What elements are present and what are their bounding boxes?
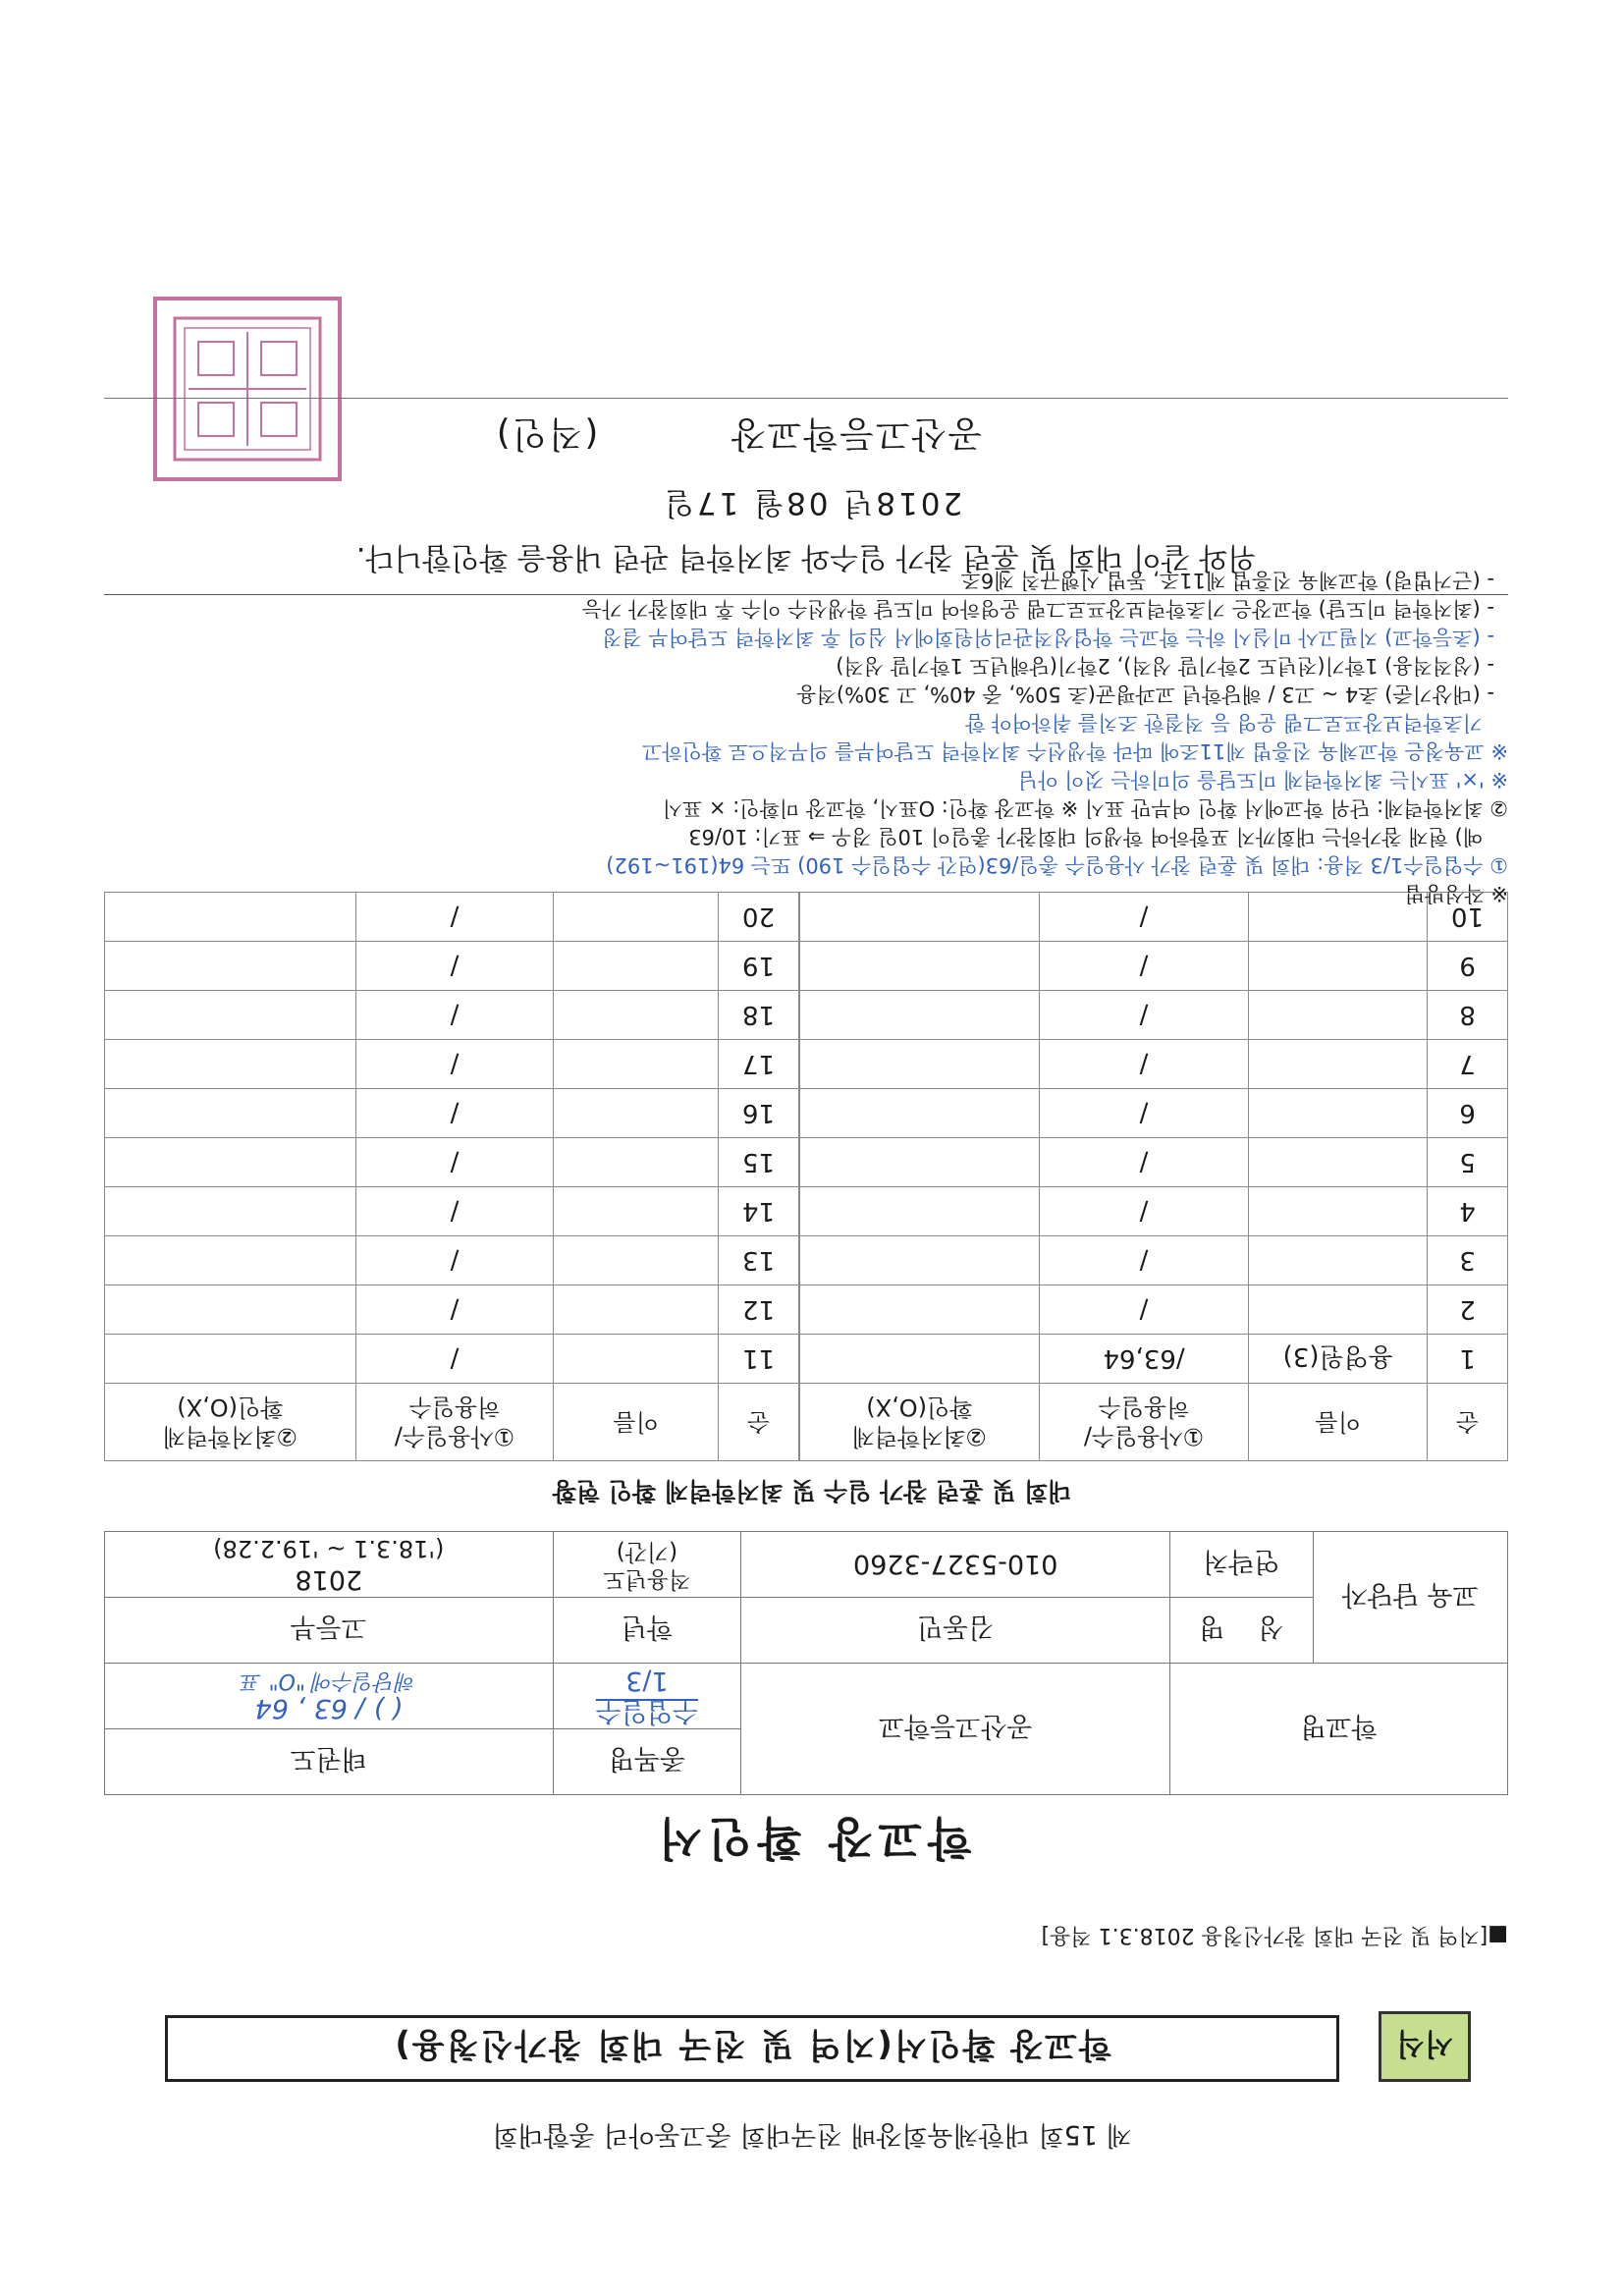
- note-elementary: - (초등학교) 지필고사 미실시 하는 학교는 학업성적관리위원회에서 심의 후 최저학력 도달여부 결정: [602, 626, 1494, 649]
- cell-name: [1249, 1285, 1428, 1335]
- cell-name: [554, 1089, 719, 1138]
- cell-no: 11: [719, 1335, 799, 1384]
- class-days-value: 1/3: [625, 1666, 669, 1696]
- cell-name: 용영원(3): [1249, 1335, 1428, 1384]
- table-row: [800, 1335, 1508, 1384]
- teacher-label: 교육 담당자: [1313, 1532, 1507, 1664]
- cell-no: 1: [1428, 1335, 1508, 1384]
- cell-name: [1249, 942, 1428, 991]
- table-row: [800, 942, 1508, 991]
- cell-days: /: [355, 1138, 554, 1187]
- cell-check: [105, 1285, 356, 1335]
- cell-no: 4: [1428, 1187, 1508, 1236]
- table-row: [105, 1138, 799, 1187]
- form-header: [100, 2015, 1485, 2082]
- cell-check: [105, 1040, 356, 1089]
- grid-right-body: [105, 893, 799, 1384]
- table-row: [105, 991, 799, 1040]
- cell-no: 16: [719, 1089, 799, 1138]
- note-class-days: ① 수업일수1/3 적용: 대회 및 훈련 참가 사용일수 총일/63(연간 수업일수 190) 또는 64(191~192): [606, 853, 1508, 877]
- grid-left-col-days: ①사용일수/ 허용일수: [1039, 1384, 1249, 1461]
- school-year-label: 적용년도 (기간): [553, 1532, 741, 1598]
- sport-value: 태권도: [105, 1729, 554, 1795]
- cell-check: [105, 1138, 356, 1187]
- table-row: [105, 1285, 799, 1335]
- note-education-office-cont: 기초학력보장프로그램 운영 등 적절한 조치를 취하여야 함: [965, 711, 1483, 735]
- cell-name: [1249, 1138, 1428, 1187]
- principal-name: 공산고등학교장: [729, 413, 983, 454]
- cell-no: 18: [719, 991, 799, 1040]
- instructions: [104, 566, 1508, 907]
- name-value: 김동민: [741, 1598, 1170, 1664]
- cell-name: [1249, 1236, 1428, 1285]
- school-label: 학교명: [1170, 1664, 1508, 1795]
- cell-check: [800, 1236, 1040, 1285]
- section-title: 대회 및 훈련 참가 일수 및 최저학력제 확인 현황: [552, 1477, 1072, 1505]
- table-row: [800, 991, 1508, 1040]
- cell-name: [1249, 1089, 1428, 1138]
- official-seal-stamp: [153, 297, 342, 481]
- class-days-hint: 해당일수에 "O" 표: [241, 1668, 417, 1694]
- note-class-days-example: 예) 현재 참가하는 대회까지 포함하여 학생의 대회참가 총일이 10일 경우 ⇒ 표기: 10/63: [688, 825, 1483, 848]
- cell-no: 3: [1428, 1236, 1508, 1285]
- cell-no: 8: [1428, 991, 1508, 1040]
- contact-value: 010-5327-3260: [741, 1532, 1170, 1598]
- cell-no: 6: [1428, 1089, 1508, 1138]
- grade-label: 학년: [553, 1598, 741, 1664]
- contact-label: 연락처: [1170, 1532, 1314, 1598]
- seal-mark: (직인): [494, 413, 599, 454]
- note-grade-period: - (성적적용) 1학기(전년도 2학기말 성적), 2학기(당해년도 1학기말 성적): [836, 654, 1494, 678]
- grid-right-col-no: 순: [719, 1384, 799, 1461]
- form-title: 학교장 확인서(지역 및 전국 대회 참가신청용): [165, 2015, 1339, 2082]
- cell-check: [800, 1187, 1040, 1236]
- cell-check: [105, 1187, 356, 1236]
- cell-days: /: [355, 893, 554, 942]
- class-days-ratio-cell: [105, 1664, 554, 1729]
- issue-date: 2018년 08월 17일: [661, 485, 963, 520]
- cell-no: 2: [1428, 1285, 1508, 1335]
- cell-check: [800, 942, 1040, 991]
- cell-name: [554, 991, 719, 1040]
- table-row: [105, 1236, 799, 1285]
- table-row: [800, 1285, 1508, 1335]
- table-row: [800, 1089, 1508, 1138]
- cell-days: /: [355, 1040, 554, 1089]
- grid-right-col-days: ①사용일수/ 허용일수: [355, 1384, 554, 1461]
- cell-no: 13: [719, 1236, 799, 1285]
- cell-days: /: [1039, 942, 1249, 991]
- table-row: [105, 1187, 799, 1236]
- cell-check: [800, 1285, 1040, 1335]
- cell-days: /: [1039, 1138, 1249, 1187]
- note-criteria: - (대상기준) 초4 ~ 고3 / 해당학년 교과평균(초 50%, 중 40%, 고 30%)적용: [796, 683, 1494, 706]
- note-not-reached: - (최저학력 미도달) 학교장은 기초학력보장프로그램 운영하여 미도달 학생선수 이수 후 대회참가 가능: [581, 597, 1494, 621]
- cell-no: 14: [719, 1187, 799, 1236]
- grid-right-table: [104, 892, 799, 1461]
- school-year-cell: [105, 1532, 554, 1598]
- cell-days: /: [355, 1285, 554, 1335]
- cell-check: [800, 1089, 1040, 1138]
- grid-right-col-check: ②최저학력제 확인(O,X): [105, 1384, 356, 1461]
- cell-days: /: [1039, 1089, 1249, 1138]
- class-days-label: 수업일수: [595, 1696, 699, 1727]
- annex-tag: 서식: [1379, 2011, 1471, 2082]
- cell-days: /: [1039, 1236, 1249, 1285]
- cell-check: [800, 1138, 1040, 1187]
- note-education-office: ※ 교육청은 학교체육 진흥법 제11조에 따라 학생선수 최저학력 도달여부를 의무적으로 확인하고: [642, 739, 1508, 763]
- cell-name: [554, 1138, 719, 1187]
- cell-days: /: [1039, 1040, 1249, 1089]
- cell-days: /: [355, 1335, 554, 1384]
- cell-no: 10: [1428, 893, 1508, 942]
- note-x-meaning: ※ '×' 표시는 최저학력제 미도달을 의미하는 것이 아님: [1017, 768, 1508, 792]
- cell-check: [105, 1335, 356, 1384]
- cell-days: /: [355, 1089, 554, 1138]
- school-year-period: ('18.3.1 ~ '19.2.28): [213, 1535, 445, 1563]
- participation-grid: [104, 892, 1508, 1461]
- cell-days: /: [1039, 1187, 1249, 1236]
- cell-no: 9: [1428, 942, 1508, 991]
- cell-check: [800, 1040, 1040, 1089]
- cell-no: 17: [719, 1040, 799, 1089]
- sport-label: 종목명: [553, 1729, 741, 1795]
- seal-pattern: [169, 312, 326, 465]
- name-label: 성 명: [1170, 1598, 1314, 1664]
- cell-name: [554, 1236, 719, 1285]
- class-days-ratio: ( ) / 63 , 64: [254, 1693, 403, 1724]
- note-min-academic: ② 최저학력제: 단위 학교에서 확인 여부만 표시 ※ 학교장 확인: O표시, 학교장 미확인: × 표시: [662, 796, 1508, 820]
- cell-days: /: [1039, 991, 1249, 1040]
- event-title: 제 15회 대한체육회장배 전국대회 중고동아리 종합대회: [492, 2119, 1132, 2150]
- grid-left-body: [800, 893, 1508, 1384]
- school-value: 공산고등학교: [741, 1664, 1170, 1795]
- table-row: [800, 1138, 1508, 1187]
- cell-no: 20: [719, 893, 799, 942]
- cell-no: 12: [719, 1285, 799, 1335]
- cell-no: 7: [1428, 1040, 1508, 1089]
- confirmation-statement: 위와 같이 대회 및 훈련 참가 일수와 최저학력 관련 내용을 확인합니다.: [104, 539, 1508, 595]
- apply-note: ■[지역 및 전국 대회 참가신청용 2018.3.1 적용]: [1041, 1923, 1508, 1947]
- note-legal-basis: - (근거법령) 학교체육 진흥법 제11조, 동법 시행규칙 제6조: [960, 569, 1494, 592]
- cell-no: 19: [719, 942, 799, 991]
- table-row: [105, 1089, 799, 1138]
- cell-no: 5: [1428, 1138, 1508, 1187]
- cell-days: /63,64: [1039, 1335, 1249, 1384]
- cell-name: [554, 1335, 719, 1384]
- info-table: [104, 1531, 1508, 1795]
- cell-name: [1249, 991, 1428, 1040]
- cell-name: [1249, 1040, 1428, 1089]
- table-row: [800, 1236, 1508, 1285]
- table-row: [800, 1040, 1508, 1089]
- cell-no: 15: [719, 1138, 799, 1187]
- table-row: [105, 1040, 799, 1089]
- cell-name: [554, 1187, 719, 1236]
- table-row: [800, 1187, 1508, 1236]
- cell-name: [554, 942, 719, 991]
- table-row: [105, 942, 799, 991]
- cell-days: /: [355, 1236, 554, 1285]
- main-title: 학교장 확인서: [652, 1812, 972, 1865]
- cell-check: [800, 1335, 1040, 1384]
- cell-check: [105, 1236, 356, 1285]
- grid-left-col-name: 이름: [1249, 1384, 1428, 1461]
- grid-left-table: [799, 892, 1508, 1461]
- cell-check: [105, 991, 356, 1040]
- grid-left-col-no: 순: [1428, 1384, 1508, 1461]
- cell-days: /: [355, 1187, 554, 1236]
- cell-days: /: [1039, 893, 1249, 942]
- cell-check: [800, 991, 1040, 1040]
- cell-name: [1249, 1187, 1428, 1236]
- grid-right-col-name: 이름: [554, 1384, 719, 1461]
- grid-left-col-check: ②최저학력제 확인(O,X): [800, 1384, 1040, 1461]
- table-row: [105, 1335, 799, 1384]
- cell-name: [554, 1040, 719, 1089]
- grade-value: 고등부: [105, 1598, 554, 1664]
- cell-name: [554, 1285, 719, 1335]
- school-year-value: 2018: [295, 1563, 363, 1595]
- cell-days: /: [355, 942, 554, 991]
- class-days-cell: [553, 1664, 741, 1729]
- cell-check: [105, 1089, 356, 1138]
- notes-heading: ※ 작성방법: [1404, 882, 1508, 905]
- cell-days: /: [1039, 1285, 1249, 1335]
- cell-days: /: [355, 991, 554, 1040]
- cell-check: [105, 942, 356, 991]
